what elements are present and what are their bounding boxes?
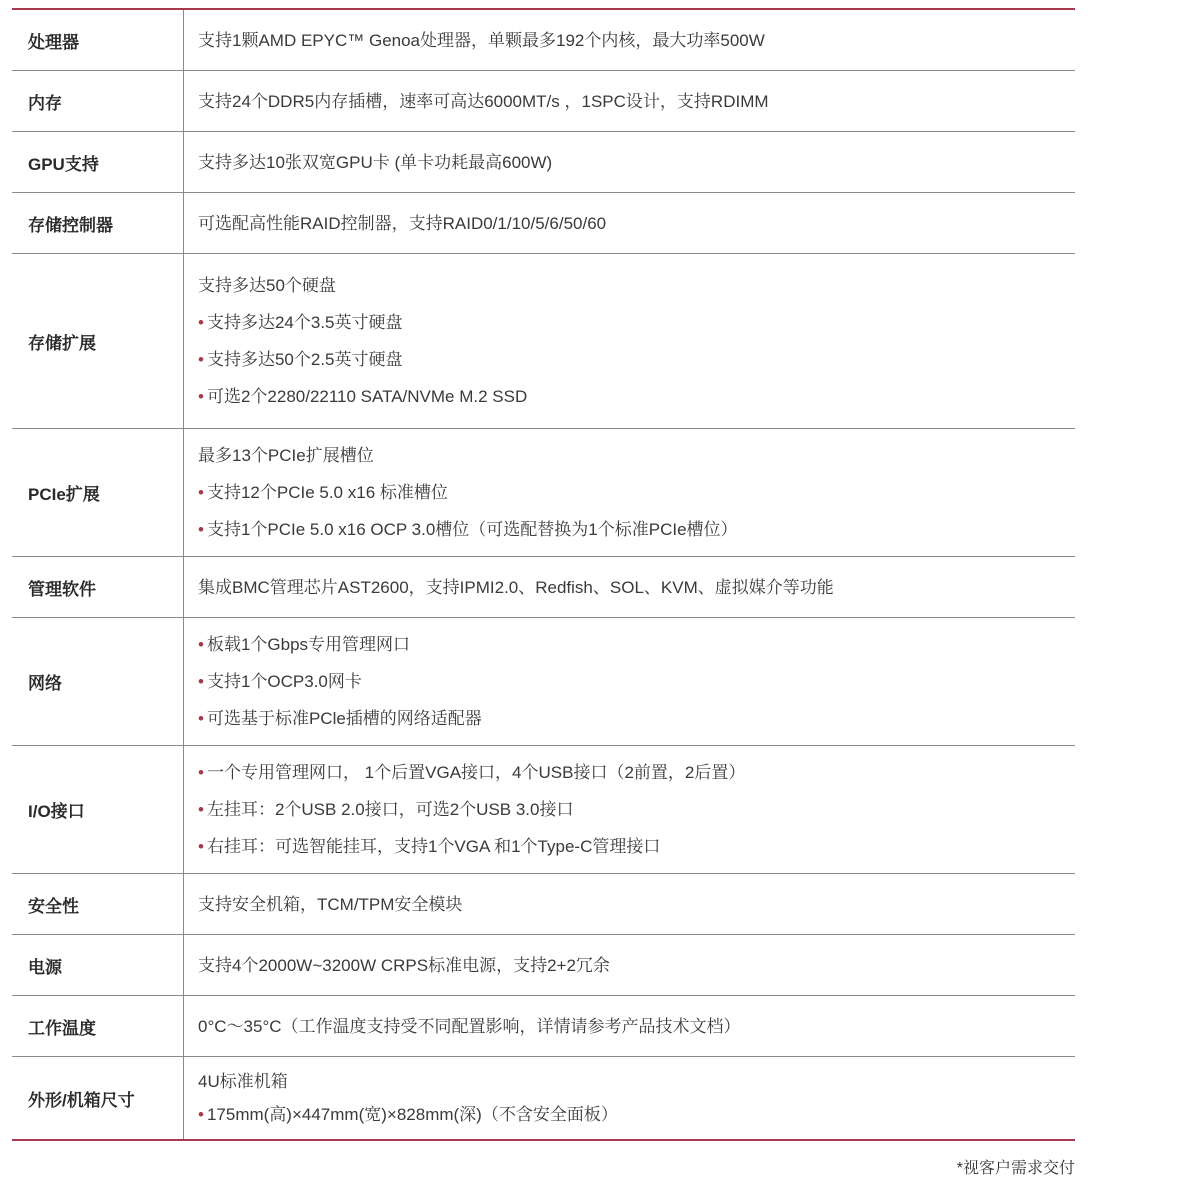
spec-row-network xyxy=(12,618,1075,746)
spec-value xyxy=(184,935,1075,995)
spec-value xyxy=(184,429,1075,556)
spec-label: GPU支持 xyxy=(12,132,184,192)
spec-label: 内存 xyxy=(12,71,184,131)
spec-line xyxy=(198,267,1075,304)
bullet-icon: • xyxy=(198,1105,204,1124)
spec-row-storage-controller xyxy=(12,193,1075,254)
spec-text: 可选基于标准PCle插槽的网络适配器 xyxy=(206,709,482,728)
spec-value xyxy=(184,1057,1075,1139)
spec-line xyxy=(198,378,1075,415)
bullet-icon: • xyxy=(198,635,204,654)
spec-text: 支持多达50个硬盘 xyxy=(198,276,336,295)
spec-line xyxy=(198,341,1075,378)
spec-line xyxy=(198,886,1075,923)
spec-text: 集成BMC管理芯片AST2600，支持IPMI2.0、Redfish、SOL、KVM、虚拟媒介等功能 xyxy=(198,577,834,597)
spec-line xyxy=(198,474,1075,511)
spec-line xyxy=(198,791,1075,828)
spec-label: 存储扩展 xyxy=(12,254,184,428)
spec-line xyxy=(198,1008,1075,1045)
spec-row-temperature xyxy=(12,996,1075,1057)
spec-line xyxy=(198,1065,1075,1098)
spec-line xyxy=(198,144,1075,181)
bullet-icon: • xyxy=(198,350,204,369)
spec-label: 外形/机箱尺寸 xyxy=(12,1057,184,1139)
spec-line xyxy=(198,511,1075,548)
footnote: *视客户需求交付 xyxy=(956,1160,1075,1177)
spec-label: 管理软件 xyxy=(12,557,184,617)
spec-line xyxy=(198,569,1075,606)
spec-row-management xyxy=(12,557,1075,618)
spec-line xyxy=(198,828,1075,865)
spec-row-cpu xyxy=(12,10,1075,71)
bullet-icon: • xyxy=(198,837,204,856)
spec-row-pcie xyxy=(12,429,1075,557)
bullet-icon: • xyxy=(198,800,204,819)
spec-text: 支持安全机箱，TCM/TPM安全模块 xyxy=(198,894,463,914)
bullet-icon: • xyxy=(198,520,204,539)
spec-row-power xyxy=(12,935,1075,996)
spec-value xyxy=(184,10,1075,70)
spec-line xyxy=(198,663,1075,700)
spec-label: 电源 xyxy=(12,935,184,995)
spec-value xyxy=(184,193,1075,253)
spec-value xyxy=(184,618,1075,745)
spec-text: 支持1颗AMD EPYC™ Genoa处理器，单颗最多192个内核，最大功率500W xyxy=(198,30,765,50)
spec-line xyxy=(198,700,1075,737)
spec-text: 支持多达10张双宽GPU卡 (单卡功耗最高600W) xyxy=(198,152,553,172)
spec-label: 工作温度 xyxy=(12,996,184,1056)
spec-text: 支持24个DDR5内存插槽，速率可高达6000MT/s ，1SPC设计，支持RDIMM xyxy=(198,91,769,111)
bullet-icon: • xyxy=(198,672,204,691)
spec-text: 可选2个2280/22110 SATA/NVMe M.2 SSD xyxy=(206,387,528,406)
spec-value xyxy=(184,557,1075,617)
spec-line xyxy=(198,205,1075,242)
spec-text: 可选配高性能RAID控制器，支持RAID0/1/10/5/6/50/60 xyxy=(198,213,607,233)
spec-text: 支持12个PCIe 5.0 x16 标准槽位 xyxy=(206,483,448,502)
spec-value xyxy=(184,874,1075,934)
spec-label: 处理器 xyxy=(12,10,184,70)
spec-line xyxy=(198,83,1075,120)
spec-label: 安全性 xyxy=(12,874,184,934)
spec-text: 支持多达50个2.5英寸硬盘 xyxy=(206,350,403,369)
spec-text: 左挂耳：2个USB 2.0接口，可选2个USB 3.0接口 xyxy=(206,800,574,819)
spec-row-security xyxy=(12,874,1075,935)
bullet-icon: • xyxy=(198,763,204,782)
spec-line xyxy=(198,754,1075,791)
spec-value xyxy=(184,132,1075,192)
spec-text: 175mm(高)×447mm(宽)×828mm(深)（不含安全面板） xyxy=(206,1105,618,1124)
spec-text: 支持1个OCP3.0网卡 xyxy=(206,672,362,691)
spec-value xyxy=(184,71,1075,131)
spec-text: 支持1个PCIe 5.0 x16 OCP 3.0槽位（可选配替换为1个标准PCIe槽位） xyxy=(206,520,738,539)
spec-value xyxy=(184,996,1075,1056)
spec-label: I/O接口 xyxy=(12,746,184,873)
spec-row-memory xyxy=(12,71,1075,132)
spec-text: 4U标准机箱 xyxy=(198,1072,288,1091)
spec-row-io xyxy=(12,746,1075,874)
spec-table xyxy=(12,8,1075,1141)
spec-row-form-factor xyxy=(12,1057,1075,1139)
spec-label: 网络 xyxy=(12,618,184,745)
spec-text: 右挂耳：可选智能挂耳，支持1个VGA 和1个Type-C管理接口 xyxy=(206,837,661,856)
spec-line xyxy=(198,437,1075,474)
spec-value xyxy=(184,254,1075,428)
spec-text: 支持多达24个3.5英寸硬盘 xyxy=(206,313,403,332)
spec-text: 一个专用管理网口， 1个后置VGA接口，4个USB接口（2前置，2后置） xyxy=(206,763,746,782)
bullet-icon: • xyxy=(198,387,204,406)
spec-row-gpu xyxy=(12,132,1075,193)
spec-line xyxy=(198,22,1075,59)
spec-text: 0°C～35°C（工作温度支持受不同配置影响，详情请参考产品技术文档） xyxy=(198,1016,741,1036)
spec-label: 存储控制器 xyxy=(12,193,184,253)
spec-text: 支持4个2000W~3200W CRPS标准电源，支持2+2冗余 xyxy=(198,955,610,975)
spec-line xyxy=(198,947,1075,984)
bullet-icon: • xyxy=(198,313,204,332)
spec-line xyxy=(198,1098,1075,1131)
bullet-icon: • xyxy=(198,709,204,728)
bullet-icon: • xyxy=(198,483,204,502)
spec-label: PCIe扩展 xyxy=(12,429,184,556)
spec-row-storage-expansion xyxy=(12,254,1075,429)
spec-line xyxy=(198,626,1075,663)
spec-text: 板载1个Gbps专用管理网口 xyxy=(206,635,411,654)
spec-value xyxy=(184,746,1075,873)
spec-text: 最多13个PCIe扩展槽位 xyxy=(198,446,374,465)
spec-line xyxy=(198,304,1075,341)
